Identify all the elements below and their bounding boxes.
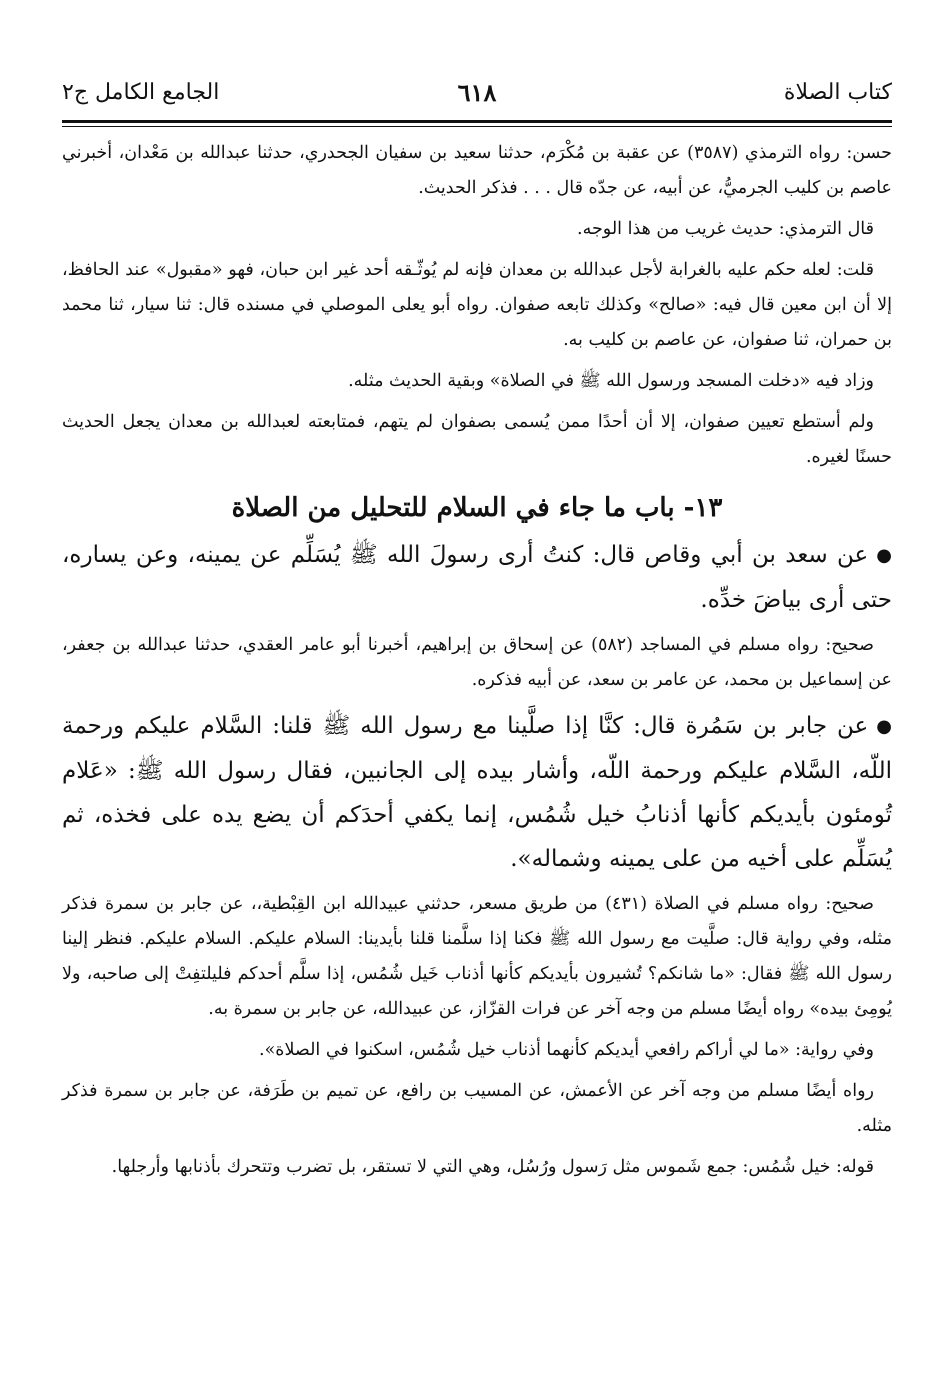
book-section-title: كتاب الصلاة — [783, 80, 892, 105]
commentary-paragraph: وفي رواية: «ما لي أراكم رافعي أيديكم كأنهما أذناب خيل شُمُس، اسكنوا في الصلاة». — [259, 1040, 874, 1060]
hadith-body: عن سعد بن أبي وقاص قال: كنتُ أرى رسولَ الله ﷺ يُسَلِّم عن يمينه، وعن يساره، حتى أرى بياضَ خدِّه. — [62, 542, 892, 613]
commentary-paragraph: قوله: خيل شُمُس: جمع شَموس مثل رَسول ورُسُل، وهي التي لا تستقر، بل تضرب وتتحرك بأذنابها وأرجلها. — [111, 1157, 874, 1177]
commentary-paragraph: ولم أستطع تعيين صفوان، إلا أن أحدًا ممن يُسمى بصفوان لم يتهم، فمتابعته لعبدالله بن معدان يجعل الحديث حسنًا لغيره. — [62, 412, 892, 467]
hadith-body: عن جابر بن سَمُرة قال: كنَّا إذا صلَّينا مع رسول الله ﷺ قلنا: السَّلام عليكم ورحمة اللّه، السَّلام عليكم ورحمة اللّه، وأشار بيده إلى الجانبين، فقال رسول الله ﷺ: «عَلام تُومئون بأيديكم كأنها أذنابُ خيل شُمُس، إنما يكفي أحدَكم أن يضع يده على فخذه، ثم يُسَلِّم على أخيه من على يمينه وشماله». — [62, 713, 892, 872]
bullet-icon: ● — [876, 716, 892, 737]
commentary-paragraph: رواه أيضًا مسلم من وجه آخر عن الأعمش، عن المسيب بن رافع، عن تميم بن طَرَفة، عن جابر بن سمرة فذكر مثله. — [62, 1081, 892, 1136]
bullet-icon: ● — [876, 545, 892, 566]
header-rule-thin — [62, 126, 892, 127]
commentary-paragraph: وزاد فيه «دخلت المسجد ورسول الله ﷺ في الصلاة» وبقية الحديث مثله. — [348, 371, 874, 391]
header-rule-thick — [62, 120, 892, 123]
hadith-text — [62, 704, 892, 881]
page-number: ٦١٨ — [457, 78, 497, 107]
book-title: الجامع الكامل ج٢ — [62, 80, 220, 105]
page-header — [62, 70, 892, 120]
hadith-text — [62, 533, 892, 622]
commentary-paragraph: صحيح: رواه مسلم في الصلاة (٤٣١) من طريق مسعر، حدثني عبيدالله ابن القِبْطية،، عن جابر بن سمرة فذكر مثله، وفي رواية قال: صلَّيت مع رسول الله ﷺ فكنا إذا سلَّمنا قلنا بأيدينا: السلام عليكم. السلام عليكم. فنظر إلينا رسول الله ﷺ فقال: «ما شانكم؟ تُشيرون بأيديكم كأنها أذناب خَيل شُمُس، إذا سلَّم أحدكم فليلتفِتْ إلى صاحبه، ولا يُومِئ بيده» رواه أيضًا مسلم من وجه آخر عن فرات القزّاز، عن عبيدالله، عن جابر بن سمرة به. — [62, 894, 892, 1019]
commentary-paragraph: حسن: رواه الترمذي (٣٥٨٧) عن عقبة بن مُكْرَم، حدثنا سعيد بن سفيان الجحدري، حدثنا عبدالله بن مَعْدان، أخبرني عاصم بن كليب الجرميُّ، عن أبيه، عن جدّه قال . . . فذكر الحديث. — [62, 143, 892, 198]
section-title: ١٣- باب ما جاء في السلام للتحليل من الصلاة — [231, 493, 723, 523]
commentary-paragraph: صحيح: رواه مسلم في المساجد (٥٨٢) عن إسحاق بن إبراهيم، أخبرنا أبو عامر العقدي، حدثنا عبدالله بن جعفر، عن إسماعيل بن محمد، عن عامر بن سعد، عن أبيه فذكره. — [62, 635, 892, 690]
page-body — [62, 136, 892, 1191]
commentary-paragraph: قال الترمذي: حديث غريب من هذا الوجه. — [577, 219, 874, 239]
commentary-paragraph: قلت: لعله حكم عليه بالغرابة لأجل عبدالله بن معدان فإنه لم يُوثّـقه أحد غير ابن حبان، فهو «مقبول» عند الحافظ، إلا أن ابن معين قال فيه: «صالح» وكذلك تابعه صفوان. رواه أبو يعلى الموصلي في مسنده قال: ثنا سيار، ثنا محمد بن حمران، ثنا صفوان، عن عاصم بن كليب به. — [62, 260, 892, 350]
